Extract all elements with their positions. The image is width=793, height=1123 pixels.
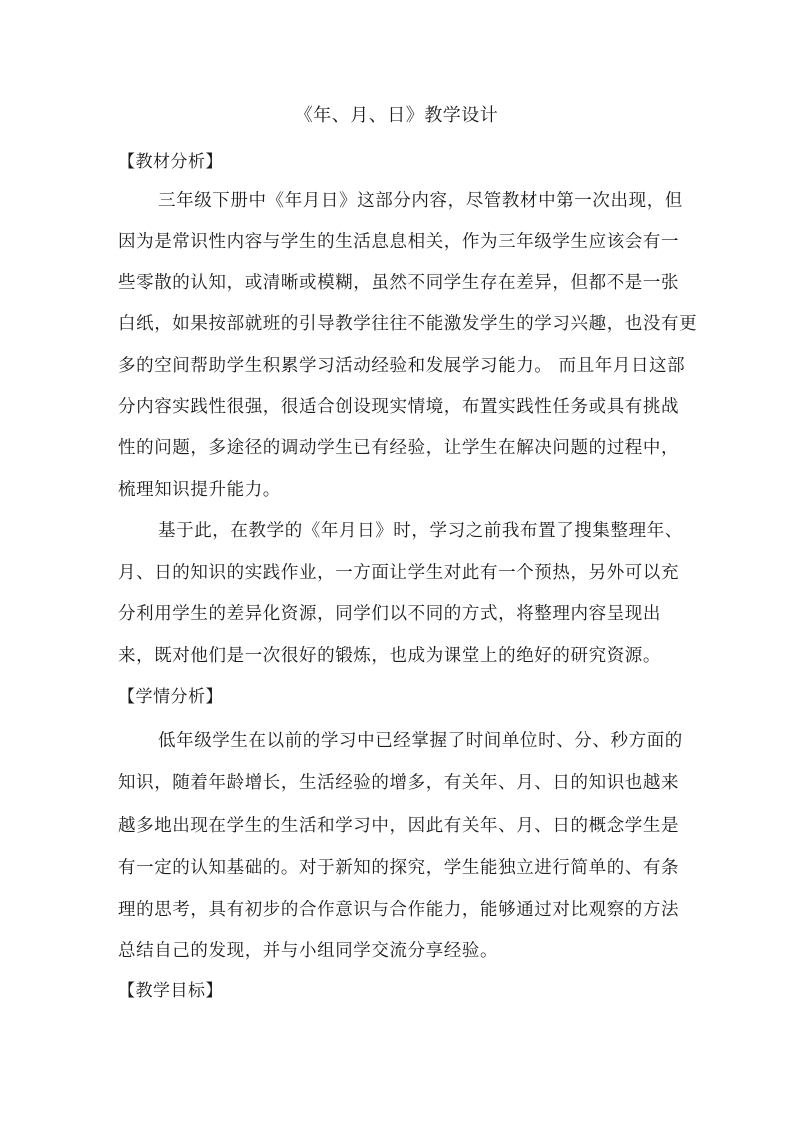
paragraph-line: 月、日的知识的实践作业，一方面让学生对此有一个预热，另外可以充 <box>118 563 680 583</box>
section-heading-textbook-analysis: 【教材分析】 <box>118 152 223 172</box>
paragraph-line: 理的思考，具有初步的合作意识与合作能力，能够通过对比观察的方法 <box>118 900 680 920</box>
paragraph-line: 有一定的认知基础的。对于新知的探究，学生能独立进行简单的、有条 <box>118 858 680 878</box>
paragraph-line: 三年级下册中《年月日》这部分内容，尽管教材中第一次出现，但 <box>158 191 683 211</box>
document-title: 《年、月、日》教学设计 <box>294 105 499 126</box>
paragraph-line: 分内容实践性很强，很适合创设现实情境，布置实践性任务或具有挑战 <box>118 397 680 417</box>
paragraph-line: 白纸，如果按部就班的引导教学往往不能激发学生的学习兴趣，也没有更 <box>118 314 698 334</box>
paragraph-line: 分利用学生的差异化资源，同学们以不同的方式，将整理内容呈现出 <box>118 604 661 624</box>
paragraph-line: 梳理知识提升能力。 <box>118 480 281 500</box>
paragraph-line: 多的空间帮助学生积累学习活动经验和发展学习能力。 而且年月日这部 <box>118 356 686 376</box>
paragraph-line: 低年级学生在以前的学习中已经掌握了时间单位时、分、秒方面的 <box>158 731 683 751</box>
paragraph-line: 知识，随着年龄增长，生活经验的增多，有关年、月、日的知识也越来 <box>118 773 680 793</box>
paragraph-line: 来，既对他们是一次很好的锻炼，也成为课堂上的绝好的研究资源。 <box>118 646 661 666</box>
paragraph-line: 基于此，在教学的《年月日》时，学习之前我布置了搜集整理年、 <box>158 521 683 541</box>
paragraph-line: 因为是常识性内容与学生的生活息息相关，作为三年级学生应该会有一 <box>118 232 680 252</box>
section-heading-teaching-goals: 【教学目标】 <box>118 981 223 1001</box>
paragraph-line: 总结自己的发现，并与小组同学交流分享经验。 <box>118 941 499 961</box>
paragraph-line: 越多地出现在学生的生活和学习中，因此有关年、月、日的概念学生是 <box>118 816 680 836</box>
paragraph-line: 些零散的认知，或清晰或模糊，虽然不同学生存在差异，但都不是一张 <box>118 273 680 293</box>
paragraph-line: 性的问题，多途径的调动学生已有经验，让学生在解决问题的过程中， <box>118 438 680 458</box>
section-heading-learner-analysis: 【学情分析】 <box>118 687 223 707</box>
